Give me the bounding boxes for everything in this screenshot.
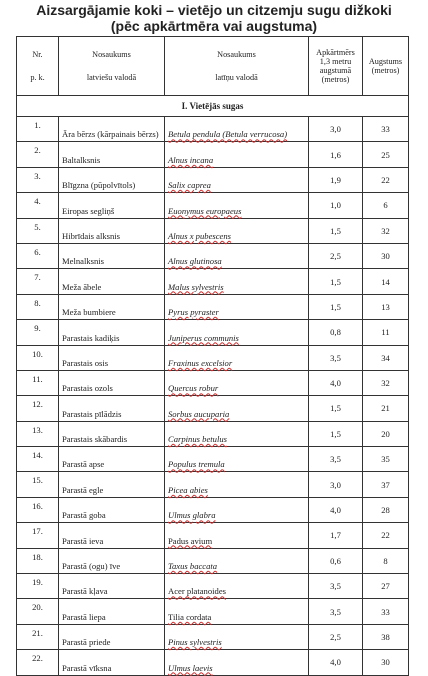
table-row <box>17 472 409 497</box>
latin-name-cell: Euonymus europaeus <box>165 193 309 218</box>
header-girth: Apkārtmērs 1,3 metru augstumā (metros) <box>309 37 363 96</box>
latvian-name-cell: Blīgzna (pūpolvītols) <box>59 167 165 192</box>
latin-name-cell: Quercus robur <box>165 370 309 395</box>
latvian-name-cell: Parastā apse <box>59 447 165 472</box>
nr-cell: 9. <box>17 320 59 345</box>
table-row <box>17 624 409 649</box>
height-cell: 37 <box>363 472 409 497</box>
height-cell: 20 <box>363 421 409 446</box>
girth-cell: 1,5 <box>309 294 363 319</box>
latin-name-cell: Tilia cordata <box>165 599 309 624</box>
latin-name-cell: Carpinus betulus <box>165 421 309 446</box>
height-cell: 32 <box>363 370 409 395</box>
table-row <box>17 117 409 142</box>
header-lat-line2: latīņu valodā <box>215 73 258 82</box>
header-lat-line1: Nosaukums <box>217 50 256 59</box>
girth-cell: 1,5 <box>309 218 363 243</box>
latin-name-cell: Taxus baccata <box>165 548 309 573</box>
latvian-name-cell: Parastā vīksna <box>59 650 165 675</box>
latin-name-cell: Malus sylvestris <box>165 269 309 294</box>
latvian-name-cell: Āra bērzs (kārpainais bērzs) <box>59 117 165 142</box>
girth-cell: 3,0 <box>309 472 363 497</box>
height-cell: 33 <box>363 599 409 624</box>
nr-cell: 8. <box>17 294 59 319</box>
table-row <box>17 218 409 243</box>
latin-name-cell: Ulmus laevis <box>165 650 309 675</box>
nr-cell: 3. <box>17 167 59 192</box>
girth-cell: 1,0 <box>309 193 363 218</box>
girth-cell: 1,9 <box>309 167 363 192</box>
nr-cell: 14. <box>17 447 59 472</box>
nr-cell: 10. <box>17 345 59 370</box>
nr-cell: 17. <box>17 523 59 548</box>
header-height: Augstums (metros) <box>363 37 409 96</box>
latvian-name-cell: Parastais skābardis <box>59 421 165 446</box>
latvian-name-cell: Hibrīdais alksnis <box>59 218 165 243</box>
nr-cell: 15. <box>17 472 59 497</box>
header-latin-name <box>165 37 309 96</box>
height-cell: 22 <box>363 523 409 548</box>
latvian-name-cell: Parastā priede <box>59 624 165 649</box>
girth-cell: 1,7 <box>309 523 363 548</box>
girth-cell: 4,0 <box>309 370 363 395</box>
table-row <box>17 548 409 573</box>
latvian-name-cell: Parastā liepa <box>59 599 165 624</box>
table-row <box>17 497 409 522</box>
header-nr-line2: p. k. <box>30 73 45 82</box>
section-row <box>17 96 409 117</box>
table-row <box>17 574 409 599</box>
height-cell: 8 <box>363 548 409 573</box>
nr-cell: 13. <box>17 421 59 446</box>
girth-cell: 2,5 <box>309 624 363 649</box>
nr-cell: 6. <box>17 243 59 268</box>
height-cell: 6 <box>363 193 409 218</box>
latvian-name-cell: Parastais kadiķis <box>59 320 165 345</box>
section-title: I. Vietējās sugas <box>17 96 409 117</box>
latin-name-cell: Salix caprea <box>165 167 309 192</box>
table-row <box>17 523 409 548</box>
latvian-name-cell: Meža ābele <box>59 269 165 294</box>
latin-name-cell: Sorbus aucuparia <box>165 396 309 421</box>
nr-cell: 2. <box>17 142 59 167</box>
height-cell: 34 <box>363 345 409 370</box>
latin-name-cell: Alnus incana <box>165 142 309 167</box>
latin-name-cell: Populus tremula <box>165 447 309 472</box>
latin-name-cell: Ulmus glabra <box>165 497 309 522</box>
girth-cell: 3,5 <box>309 447 363 472</box>
table-row <box>17 193 409 218</box>
height-cell: 14 <box>363 269 409 294</box>
trees-table <box>16 36 409 676</box>
table-row <box>17 599 409 624</box>
latin-name-cell: Picea abies <box>165 472 309 497</box>
nr-cell: 5. <box>17 218 59 243</box>
latvian-name-cell: Parastā kļava <box>59 574 165 599</box>
girth-cell: 3,5 <box>309 599 363 624</box>
latvian-name-cell: Parastā (ogu) īve <box>59 548 165 573</box>
table-row <box>17 269 409 294</box>
table-row <box>17 370 409 395</box>
height-cell: 33 <box>363 117 409 142</box>
latvian-name-cell: Parastais pīlādzis <box>59 396 165 421</box>
table-row <box>17 421 409 446</box>
nr-cell: 16. <box>17 497 59 522</box>
latvian-name-cell: Melnalksnis <box>59 243 165 268</box>
height-cell: 38 <box>363 624 409 649</box>
latvian-name-cell: Parastais ozols <box>59 370 165 395</box>
girth-cell: 1,6 <box>309 142 363 167</box>
latin-name-cell: Acer platanoides <box>165 574 309 599</box>
height-cell: 32 <box>363 218 409 243</box>
girth-cell: 1,5 <box>309 269 363 294</box>
nr-cell: 20. <box>17 599 59 624</box>
latvian-name-cell: Parastais osis <box>59 345 165 370</box>
latvian-name-cell: Baltalksnis <box>59 142 165 167</box>
latvian-name-cell: Parastā egle <box>59 472 165 497</box>
girth-cell: 3,5 <box>309 345 363 370</box>
girth-cell: 4,0 <box>309 650 363 675</box>
girth-cell: 2,5 <box>309 243 363 268</box>
table-header-row <box>17 37 409 96</box>
nr-cell: 22. <box>17 650 59 675</box>
height-cell: 27 <box>363 574 409 599</box>
table-row <box>17 294 409 319</box>
header-latvian-name <box>59 37 165 96</box>
height-cell: 35 <box>363 447 409 472</box>
table-row <box>17 396 409 421</box>
latin-name-cell: Pyrus pyraster <box>165 294 309 319</box>
latvian-name-cell: Eiropas segliņš <box>59 193 165 218</box>
latvian-name-cell: Meža bumbiere <box>59 294 165 319</box>
latin-name-cell: Pinus sylvestris <box>165 624 309 649</box>
table-row <box>17 142 409 167</box>
nr-cell: 11. <box>17 370 59 395</box>
nr-cell: 21. <box>17 624 59 649</box>
nr-cell: 4. <box>17 193 59 218</box>
table-row <box>17 320 409 345</box>
latin-name-cell: Alnus x pubescens <box>165 218 309 243</box>
height-cell: 28 <box>363 497 409 522</box>
title-line-2: (pēc apkārtmēra vai augstuma) <box>110 18 318 34</box>
girth-cell: 0,6 <box>309 548 363 573</box>
nr-cell: 18. <box>17 548 59 573</box>
table-row <box>17 447 409 472</box>
latin-name-cell: Alnus glutinosa <box>165 243 309 268</box>
girth-cell: 1,5 <box>309 421 363 446</box>
height-cell: 21 <box>363 396 409 421</box>
girth-cell: 0,8 <box>309 320 363 345</box>
table-row <box>17 650 409 675</box>
height-cell: 30 <box>363 243 409 268</box>
nr-cell: 1. <box>17 117 59 142</box>
height-cell: 13 <box>363 294 409 319</box>
header-lv-line1: Nosaukums <box>92 50 131 59</box>
table-row <box>17 345 409 370</box>
document-title <box>0 2 428 34</box>
latin-name-cell: Fraxinus excelsior <box>165 345 309 370</box>
table-row <box>17 243 409 268</box>
header-lv-line2: latviešu valodā <box>86 73 137 82</box>
girth-cell: 3,5 <box>309 574 363 599</box>
title-line-1: Aizsargājamie koki – vietējo un citzemju sugu dižkoki <box>36 2 392 18</box>
girth-cell: 3,0 <box>309 117 363 142</box>
latvian-name-cell: Parastā goba <box>59 497 165 522</box>
nr-cell: 12. <box>17 396 59 421</box>
girth-cell: 4,0 <box>309 497 363 522</box>
latin-name-cell: Juniperus communis <box>165 320 309 345</box>
nr-cell: 19. <box>17 574 59 599</box>
height-cell: 30 <box>363 650 409 675</box>
height-cell: 22 <box>363 167 409 192</box>
girth-cell: 1,5 <box>309 396 363 421</box>
header-nr-line1: Nr. <box>32 50 43 59</box>
table-row <box>17 167 409 192</box>
nr-cell: 7. <box>17 269 59 294</box>
latin-name-cell: Padus avium <box>165 523 309 548</box>
height-cell: 25 <box>363 142 409 167</box>
latin-name-cell: Betula pendula (Betula verrucosa) <box>165 117 309 142</box>
height-cell: 11 <box>363 320 409 345</box>
latvian-name-cell: Parastā ieva <box>59 523 165 548</box>
header-nr <box>17 37 59 96</box>
